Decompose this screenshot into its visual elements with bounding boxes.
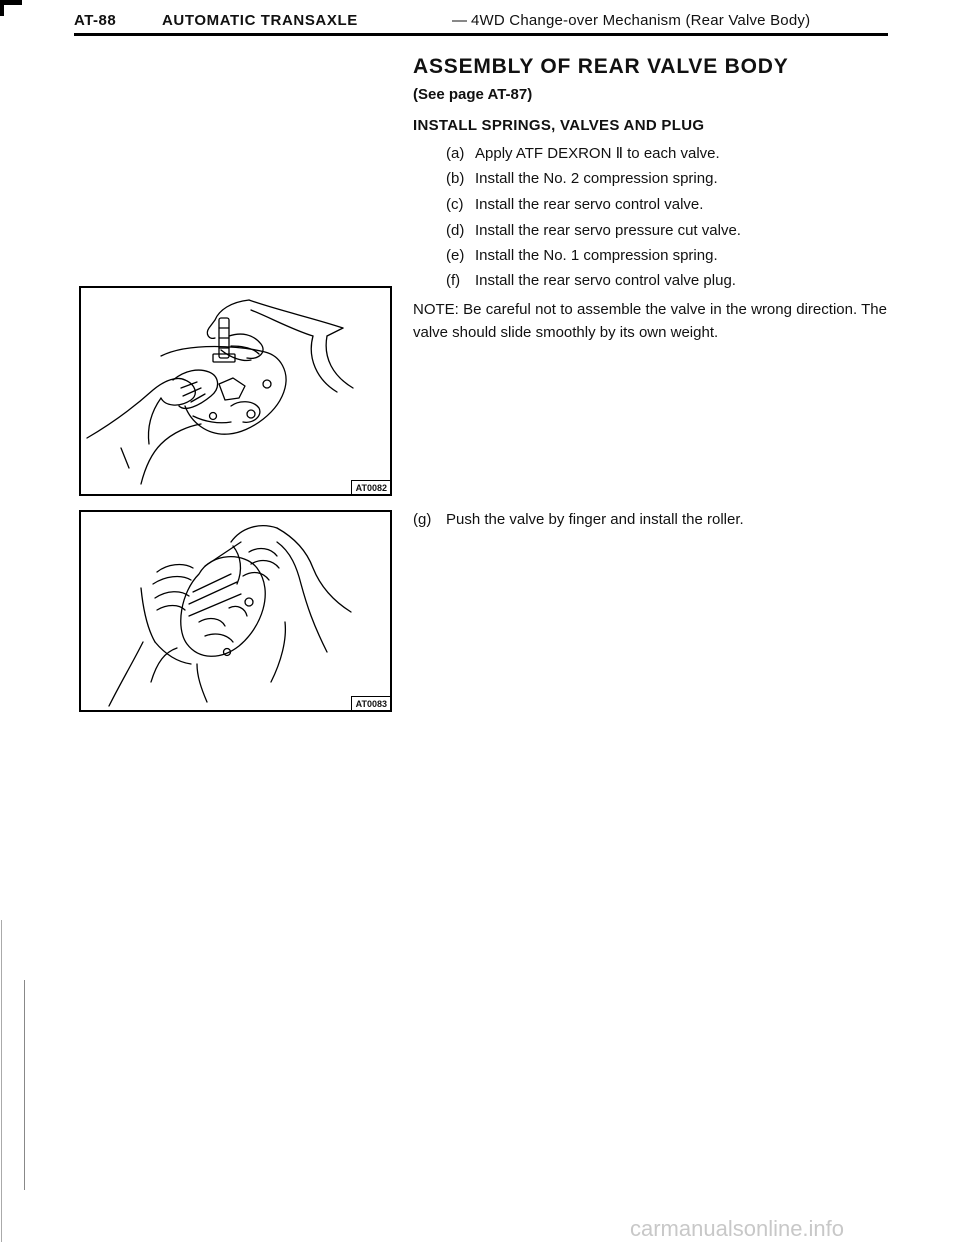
step-letter: (f)	[446, 272, 461, 289]
step-letter: (g)	[413, 511, 432, 528]
step-item	[446, 144, 720, 162]
scan-artifact-line	[24, 980, 25, 1190]
step-letter: (b)	[446, 170, 465, 187]
watermark: carmanualsonline.info	[630, 1216, 845, 1241]
step-item	[446, 196, 703, 213]
figure-push-valve	[79, 510, 392, 712]
hands-valve-body-illustration	[81, 288, 390, 494]
figure-install-valves	[79, 286, 392, 496]
section-title: ASSEMBLY OF REAR VALVE BODY	[413, 55, 789, 78]
step-item	[446, 222, 741, 239]
step-text: Apply ATF DEXRON Ⅱ to each valve.	[475, 145, 720, 162]
step-letter: (e)	[446, 247, 465, 264]
step-text: Install the No. 2 compression spring.	[475, 170, 718, 187]
step-text: Install the rear servo control valve plug.	[475, 272, 736, 289]
step-heading: INSTALL SPRINGS, VALVES AND PLUG	[413, 117, 705, 134]
step-item	[446, 170, 718, 187]
step-letter: (c)	[446, 196, 464, 213]
step-text: Push the valve by finger and install the roller.	[446, 511, 744, 528]
step-item-g	[413, 511, 744, 528]
page-header	[74, 8, 888, 34]
note-paragraph: NOTE: Be careful not to assemble the valve in the wrong direction. The valve should slide smoothly by its own weight.	[413, 301, 887, 341]
page-number: AT-88	[74, 12, 117, 29]
corner-crop-mark-vertical	[0, 0, 4, 16]
header-rule	[74, 33, 888, 36]
see-page-reference: (See page AT-87)	[413, 86, 533, 103]
step-text: Install the rear servo pressure cut valve.	[475, 222, 741, 239]
header-title: AUTOMATIC TRANSAXLE	[162, 12, 358, 29]
figure-code: AT0083	[351, 696, 390, 710]
hands-finger-roller-illustration	[81, 512, 390, 710]
step-text: Install the No. 1 compression spring.	[475, 247, 718, 264]
header-dash: —	[452, 12, 467, 29]
scan-artifact-edge	[1, 920, 2, 1242]
figure-code: AT0082	[351, 480, 390, 494]
header-subtitle: 4WD Change-over Mechanism (Rear Valve Body)	[471, 12, 811, 29]
step-letter: (a)	[446, 145, 465, 162]
step-letter: (d)	[446, 222, 465, 239]
step-text: Install the rear servo control valve.	[475, 196, 704, 213]
step-item	[446, 247, 718, 264]
step-item	[446, 272, 736, 289]
